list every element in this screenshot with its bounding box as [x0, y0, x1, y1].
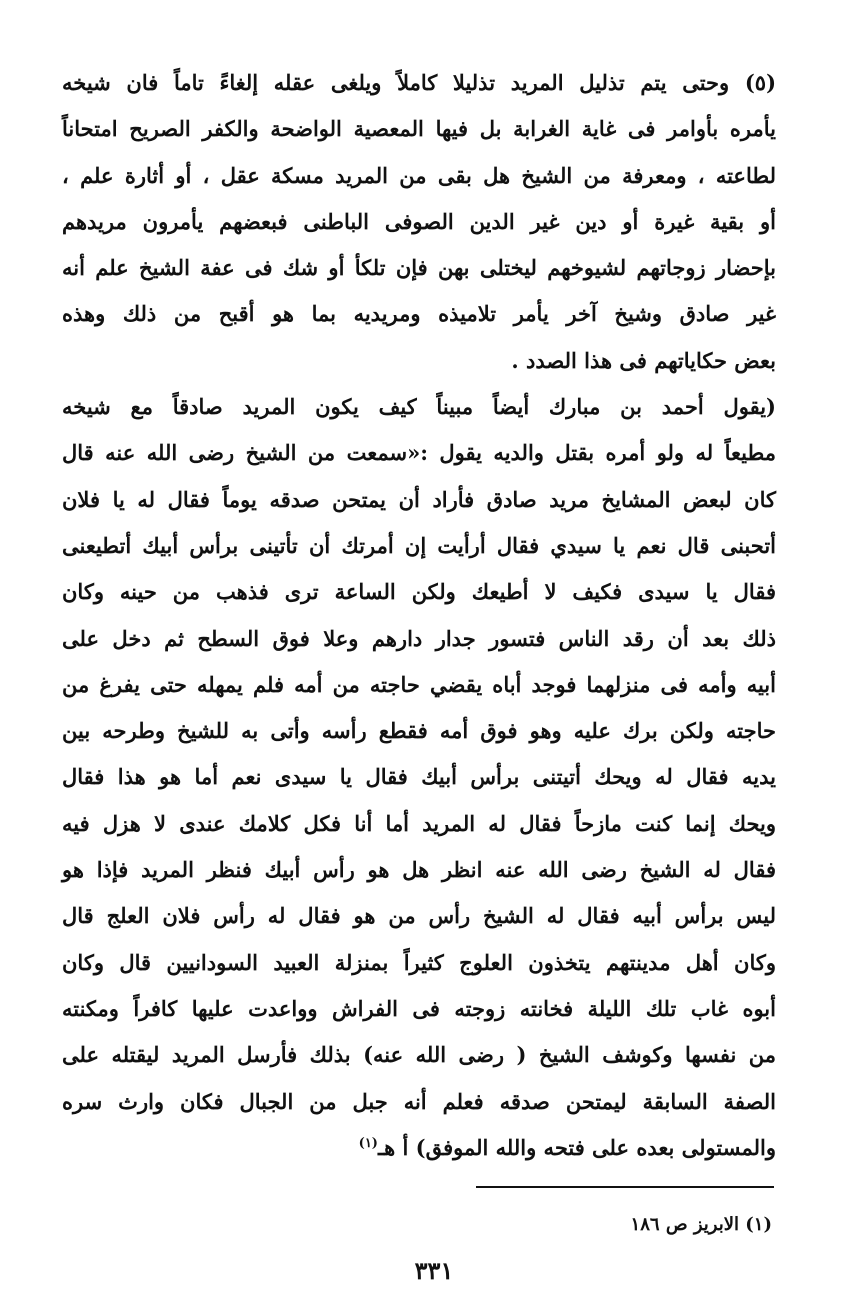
text-line: الصفة السابقة ليمتحن صدقه فعلم أنه جبل من الجبال فكان وارث سره: [62, 1088, 776, 1114]
text-line: حاجته ولكن برك عليه وهو فوق أمه فقطع رأسه وأتى به للشيخ وطرحه بين: [62, 718, 776, 744]
footnote-divider: [476, 1186, 774, 1188]
text-line: (يقول أحمد بن مبارك أيضاً مبيناً كيف يكون المريد صادقاً مع شيخه: [62, 394, 776, 420]
text-line-final: [62, 1125, 776, 1171]
text-line: وكان أهل مدينتهم يتخذون العلوج كثيراً بمنزلة العبيد السودانيين قال وكان: [62, 949, 776, 975]
page-number: ٣٣١: [414, 1256, 454, 1285]
text-line: غير صادق وشيخ آخر يأمر تلاميذه ومريديه بما هو أقبح من ذلك وهذه: [62, 301, 776, 327]
text-line: بعض حكاياتهم فى هذا الصدد .: [511, 347, 776, 373]
text-line: مطيعاً له ولو أمره بقتل والديه يقول :«سمعت من الشيخ رضى الله عنه قال: [62, 440, 776, 466]
text-line: (٥) وحتى يتم تذليل المريد تذليلا كاملاً ويلغى عقله إلغاءً تاماً فان شيخه: [62, 70, 776, 95]
text-line: ليس برأس أبيه فقال له الشيخ رأس من هو فقال له رأس فلان العلج قال: [62, 903, 776, 929]
main-text: [62, 60, 776, 1171]
text-line: أبيه وأمه فى منزلهما فوجد أباه يقضي حاجته من أمه فلم يمهله حتى يفرغ من: [62, 671, 776, 697]
text-line: يديه فقال له ويحك أتيتنى برأس أبيك فقال يا سيدى نعم أما هو هذا فقال: [62, 764, 776, 790]
text-line: بإحضار زوجاتهم لشيوخهم ليختلى بهن فإن تلكأ أو شك فى عفة الشيخ علم أنه: [62, 255, 776, 281]
text-line: فقال له الشيخ رضى الله عنه انظر هل هو رأس أبيك فنظر المريد فإذا هو: [62, 857, 776, 883]
footnote-marker: (١): [358, 1135, 378, 1151]
text-line: من نفسها وكوشف الشيخ ( رضى الله عنه) بذلك فأرسل المريد ليقتله على: [62, 1042, 776, 1068]
text-line: لطاعته ، ومعرفة من الشيخ هل بقى من المريد مسكة عقل ، أو أثارة علم ،: [62, 162, 776, 188]
paragraph-2: [62, 384, 776, 1171]
text-line: ذلك بعد أن رقد الناس فتسور جدار دارهم وعلا فوق السطح ثم دخل على: [62, 625, 776, 651]
text-line: أو بقية غيرة أو دين غير الدين الصوفى الباطنى فبعضهم يأمرون مريدهم: [62, 208, 776, 234]
text-line: فقال يا سيدى فكيف لا أطيعك ولكن الساعة ترى فذهب من حينه وكان: [62, 579, 776, 605]
text-line-content: والمستولى بعده على فتحه والله الموفق) أ هـ: [377, 1134, 776, 1160]
footnote: (١) الابريز ص ١٨٦: [630, 1214, 772, 1235]
text-line: كان لبعض المشايخ مريد صادق فأراد أن يمتحن صدقه يوماً فقال له يا فلان: [62, 486, 776, 512]
text-line: ويحك إنما كنت مازحاً فقال له المريد أما أنا فكل كلامك عندى لا هزل فيه: [62, 810, 776, 836]
text-line: يأمره بأوامر فى غاية الغرابة بل فيها المعصية الواضحة والكفر الصريح امتحاناً: [62, 116, 776, 142]
text-line: أتحبنى قال نعم يا سيدي فقال أرأيت إن أمرتك أن تأتينى برأس أبيك أتطيعنى: [62, 532, 776, 558]
text-line: أبوه غاب تلك الليلة فخانته زوجته فى الفراش وواعدت عليها كافراً ومكنته: [62, 995, 776, 1021]
paragraph-1: [62, 60, 776, 384]
